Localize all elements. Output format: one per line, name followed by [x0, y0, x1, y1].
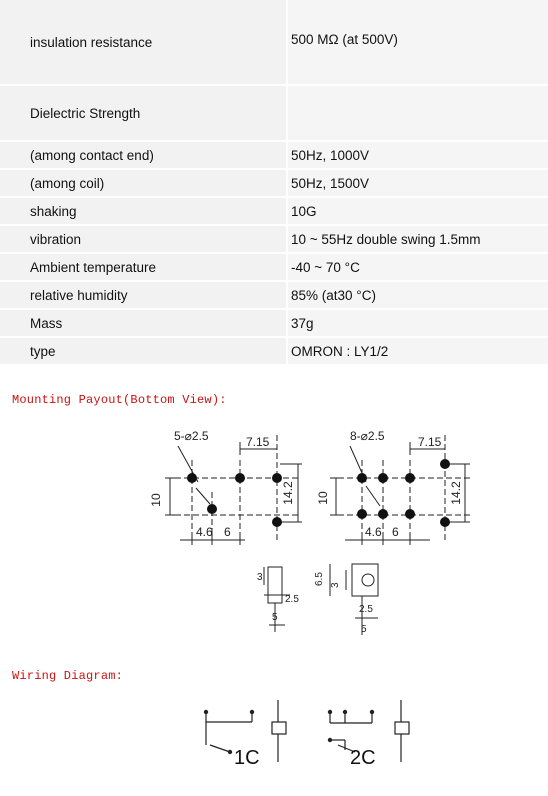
table-row: [0, 198, 548, 224]
table-row: [0, 310, 548, 336]
spec-label: insulation resistance: [0, 0, 286, 84]
spec-label: type: [0, 338, 286, 364]
wiring-label-1c: 1C: [234, 747, 260, 769]
detail-left-a: 3: [257, 572, 263, 583]
spec-value: 10 ~ 55Hz double swing 1.5mm: [288, 226, 548, 252]
right-w1-label: 4.6: [365, 525, 382, 539]
left-h1-label: 10: [149, 493, 163, 507]
table-row: [0, 254, 548, 280]
wiring-diagram: [0, 690, 548, 796]
spec-value: -40 ~ 70 °C: [288, 254, 548, 280]
table-row: [0, 86, 548, 140]
spec-table: [0, 0, 548, 364]
left-pitch-label: 7.15: [246, 435, 270, 449]
left-holes-label: 5-⌀2.5: [174, 429, 209, 443]
mounting-diagram: [0, 420, 548, 640]
left-w1-label: 4.6: [196, 525, 213, 539]
table-row: [0, 338, 548, 364]
spec-value: 85% (at30 °C): [288, 282, 548, 308]
detail-left-c: 5: [272, 612, 278, 623]
right-h2-label: 14.2: [449, 481, 463, 505]
mounting-title: Mounting Payout(Bottom View):: [12, 393, 227, 407]
spec-label: shaking: [0, 198, 286, 224]
detail-right-d: 5: [361, 624, 367, 635]
spec-value: 50Hz, 1000V: [288, 142, 548, 168]
spec-label: Mass: [0, 310, 286, 336]
spec-label: (among coil): [0, 170, 286, 196]
spec-label: (among contact end): [0, 142, 286, 168]
table-row: [0, 142, 548, 168]
right-w2-label: 6: [392, 525, 399, 539]
wiring-label-2c: 2C: [350, 747, 376, 769]
spec-value: 37g: [288, 310, 548, 336]
table-row: [0, 170, 548, 196]
detail-left-b: 2.5: [285, 594, 299, 605]
spec-value: OMRON : LY1/2: [288, 338, 548, 364]
spec-value: 50Hz, 1500V: [288, 170, 548, 196]
detail-right-a: 6.5: [314, 572, 325, 586]
wiring-title: Wiring Diagram:: [12, 669, 124, 683]
table-row: [0, 226, 548, 252]
spec-value: 500 MΩ (at 500V): [288, 0, 548, 84]
spec-label: Ambient temperature: [0, 254, 286, 280]
spec-label: relative humidity: [0, 282, 286, 308]
left-w2-label: 6: [224, 525, 231, 539]
spec-label: vibration: [0, 226, 286, 252]
right-h1-label: 10: [316, 491, 330, 505]
table-row: [0, 282, 548, 308]
spec-value: [288, 86, 548, 140]
detail-right-b: 3: [330, 582, 341, 588]
left-h2-label: 14.2: [281, 481, 295, 505]
right-pitch-label: 7.15: [418, 435, 442, 449]
detail-right-c: 2.5: [359, 604, 373, 615]
right-holes-label: 8-⌀2.5: [350, 429, 385, 443]
table-row: [0, 0, 548, 84]
spec-value: 10G: [288, 198, 548, 224]
spec-label: Dielectric Strength: [0, 86, 286, 140]
